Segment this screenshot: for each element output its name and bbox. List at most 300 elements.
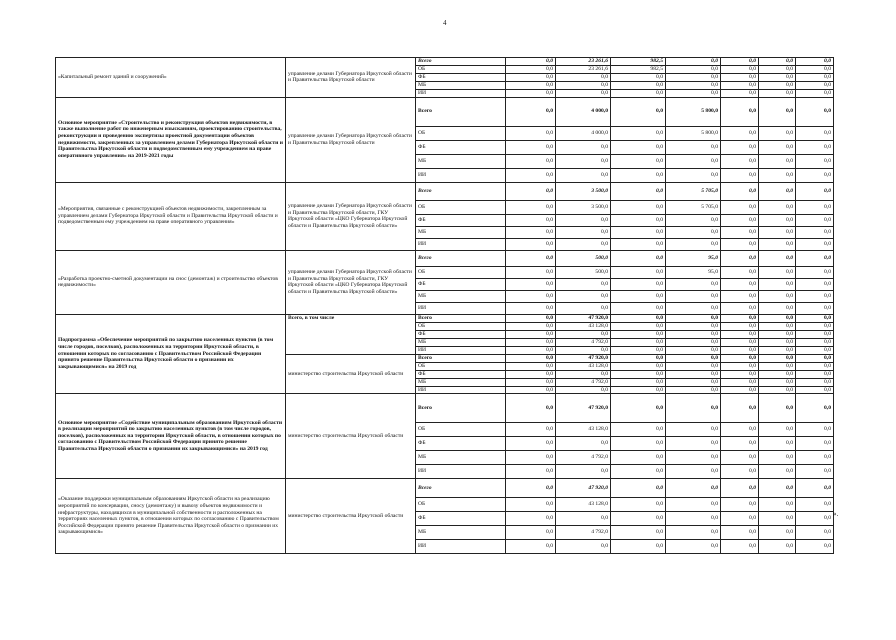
responsible-executor: управление делами Губернатора Иркутской области и Правительства Иркутской области, ГКУ Иркутской области «ЦКО Губернатора Иркутской области и Правительства Иркутской области» — [286, 250, 416, 314]
amount-cell: 0,0 — [611, 451, 666, 465]
funding-source: ИИ — [416, 302, 506, 314]
amount-cell: 0,0 — [556, 330, 611, 338]
funding-source: МБ — [416, 226, 506, 238]
amount-cell: 0,0 — [506, 362, 556, 370]
amount-cell: 0,0 — [611, 394, 666, 423]
amount-cell: 0,0 — [506, 73, 556, 81]
amount-cell: 0,0 — [796, 154, 834, 168]
amount-cell: 0,0 — [556, 386, 611, 394]
responsible-executor: министерство строительства Иркутской области — [286, 354, 416, 394]
amount-cell: 23 261,6 — [556, 58, 611, 66]
amount-cell: 0,0 — [556, 465, 611, 479]
amount-cell: 0,0 — [556, 302, 611, 314]
amount-cell: 0,0 — [611, 370, 666, 378]
amount-cell: 0,0 — [556, 278, 611, 290]
amount-cell: 0,0 — [796, 362, 834, 370]
amount-cell: 0,0 — [759, 89, 796, 97]
amount-cell: 0,0 — [796, 394, 834, 423]
amount-cell: 3 500,0 — [556, 200, 611, 214]
activity-name: «Капитальный ремонт зданий и сооружений» — [56, 58, 286, 98]
funding-source: МБ — [416, 154, 506, 168]
amount-cell: 0,0 — [759, 386, 796, 394]
amount-cell: 47 920,0 — [556, 314, 611, 322]
amount-cell: 23 261,6 — [556, 65, 611, 73]
amount-cell: 0,0 — [666, 394, 721, 423]
funding-source: ФБ — [416, 140, 506, 154]
amount-cell: 0,0 — [611, 89, 666, 97]
amount-cell: 0,0 — [556, 73, 611, 81]
funding-source: Всего — [416, 354, 506, 362]
amount-cell: 5 800,0 — [666, 97, 721, 126]
amount-cell: 0,0 — [796, 200, 834, 214]
amount-cell: 0,0 — [759, 346, 796, 354]
amount-cell: 0,0 — [721, 73, 759, 81]
amount-cell: 0,0 — [666, 65, 721, 73]
amount-cell: 0,0 — [506, 65, 556, 73]
amount-cell: 0,0 — [759, 250, 796, 266]
amount-cell: 0,0 — [506, 540, 556, 554]
amount-cell: 0,0 — [611, 330, 666, 338]
amount-cell: 0,0 — [759, 322, 796, 330]
amount-cell: 0,0 — [611, 168, 666, 182]
amount-cell: 0,0 — [506, 182, 556, 200]
table-row — [56, 58, 834, 66]
funding-source: ИИ — [416, 89, 506, 97]
amount-cell: 0,0 — [611, 526, 666, 540]
amount-cell: 0,0 — [611, 338, 666, 346]
activity-name: Основное мероприятие «Строительство и реконструкция объектов недвижимости, в также выполнение работ по инженерным изысканиям, проектированию строительства, реконструкции и проведению экспертизы проектной документации объектов недвижимости, закрепленных за управлением делами Губернатора Иркутской области и Правительства Иркутской области и подведомственным ему учреждением на праве оперативного управления» на 2019-2021 годы — [56, 97, 286, 182]
funding-source: Всего — [416, 182, 506, 200]
amount-cell: 5 800,0 — [666, 126, 721, 140]
amount-cell: 0,0 — [611, 226, 666, 238]
amount-cell: 0,0 — [611, 540, 666, 554]
amount-cell: 0,0 — [556, 226, 611, 238]
amount-cell: 0,0 — [666, 290, 721, 302]
amount-cell: 0,0 — [759, 278, 796, 290]
responsible-executor: управление делами Губернатора Иркутской области и Правительства Иркутской области, ГКУ Иркутской области «ЦКО Губернатора Иркутской области и Правительства Иркутской области» — [286, 182, 416, 250]
funding-source: МБ — [416, 81, 506, 89]
amount-cell: 0,0 — [506, 168, 556, 182]
program-funding-table — [55, 57, 834, 554]
amount-cell: 0,0 — [721, 302, 759, 314]
amount-cell: 0,0 — [721, 354, 759, 362]
funding-source: МБ — [416, 451, 506, 465]
amount-cell: 0,0 — [721, 370, 759, 378]
amount-cell: 0,0 — [506, 465, 556, 479]
amount-cell: 0,0 — [796, 226, 834, 238]
amount-cell: 0,0 — [721, 322, 759, 330]
amount-cell: 0,0 — [759, 97, 796, 126]
amount-cell: 0,0 — [556, 238, 611, 250]
amount-cell: 0,0 — [796, 214, 834, 226]
amount-cell: 0,0 — [556, 89, 611, 97]
amount-cell: 0,0 — [796, 89, 834, 97]
table-row — [56, 250, 834, 266]
amount-cell: 500,0 — [556, 266, 611, 278]
amount-cell: 0,0 — [759, 214, 796, 226]
amount-cell: 0,0 — [721, 154, 759, 168]
amount-cell: 0,0 — [796, 266, 834, 278]
amount-cell: 0,0 — [759, 338, 796, 346]
amount-cell: 0,0 — [721, 451, 759, 465]
amount-cell: 0,0 — [796, 479, 834, 498]
amount-cell: 0,0 — [759, 479, 796, 498]
amount-cell: 0,0 — [611, 81, 666, 89]
amount-cell: 0,0 — [506, 512, 556, 526]
amount-cell: 0,0 — [611, 278, 666, 290]
amount-cell: 0,0 — [506, 451, 556, 465]
amount-cell: 0,0 — [796, 512, 834, 526]
amount-cell: 0,0 — [556, 290, 611, 302]
amount-cell: 0,0 — [506, 338, 556, 346]
amount-cell: 0,0 — [611, 266, 666, 278]
amount-cell: 0,0 — [666, 302, 721, 314]
funding-source: Всего — [416, 314, 506, 322]
amount-cell: 0,0 — [666, 322, 721, 330]
table-row — [56, 182, 834, 200]
amount-cell: 0,0 — [506, 140, 556, 154]
funding-source: ОБ — [416, 362, 506, 370]
amount-cell: 0,0 — [721, 126, 759, 140]
amount-cell: 0,0 — [796, 498, 834, 512]
amount-cell: 5 705,0 — [666, 182, 721, 200]
amount-cell: 0,0 — [721, 238, 759, 250]
table-row — [56, 479, 834, 498]
amount-cell: 0,0 — [796, 238, 834, 250]
amount-cell: 0,0 — [506, 58, 556, 66]
amount-cell: 0,0 — [556, 214, 611, 226]
amount-cell: 0,0 — [506, 346, 556, 354]
responsible-executor: министерство строительства Иркутской области — [286, 479, 416, 554]
amount-cell: 0,0 — [721, 182, 759, 200]
funding-source: ИИ — [416, 465, 506, 479]
amount-cell: 0,0 — [721, 423, 759, 437]
amount-cell: 0,0 — [506, 394, 556, 423]
amount-cell: 0,0 — [506, 200, 556, 214]
amount-cell: 0,0 — [611, 73, 666, 81]
amount-cell: 0,0 — [611, 126, 666, 140]
amount-cell: 0,0 — [506, 250, 556, 266]
amount-cell: 0,0 — [721, 437, 759, 451]
amount-cell: 0,0 — [796, 322, 834, 330]
amount-cell: 0,0 — [796, 346, 834, 354]
amount-cell: 0,0 — [796, 354, 834, 362]
amount-cell: 0,0 — [611, 423, 666, 437]
amount-cell: 43 128,0 — [556, 322, 611, 330]
amount-cell: 0,0 — [796, 58, 834, 66]
amount-cell: 0,0 — [796, 526, 834, 540]
amount-cell: 0,0 — [759, 423, 796, 437]
amount-cell: 0,0 — [759, 451, 796, 465]
amount-cell: 0,0 — [721, 362, 759, 370]
amount-cell: 0,0 — [506, 290, 556, 302]
amount-cell: 0,0 — [759, 81, 796, 89]
amount-cell: 0,0 — [759, 465, 796, 479]
funding-source: ОБ — [416, 126, 506, 140]
amount-cell: 0,0 — [796, 73, 834, 81]
amount-cell: 0,0 — [666, 512, 721, 526]
funding-source: ФБ — [416, 278, 506, 290]
amount-cell: 0,0 — [721, 89, 759, 97]
amount-cell: 3 500,0 — [556, 182, 611, 200]
table-end-mark: ». — [833, 510, 839, 518]
amount-cell: 0,0 — [721, 168, 759, 182]
amount-cell: 0,0 — [506, 214, 556, 226]
funding-source: ОБ — [416, 423, 506, 437]
amount-cell: 0,0 — [759, 65, 796, 73]
amount-cell: 0,0 — [796, 338, 834, 346]
amount-cell: 0,0 — [556, 346, 611, 354]
amount-cell: 0,0 — [506, 386, 556, 394]
funding-source: МБ — [416, 526, 506, 540]
amount-cell: 0,0 — [611, 140, 666, 154]
amount-cell: 0,0 — [666, 437, 721, 451]
table-row — [56, 394, 834, 423]
amount-cell: 0,0 — [506, 278, 556, 290]
amount-cell: 0,0 — [759, 226, 796, 238]
amount-cell: 0,0 — [506, 238, 556, 250]
amount-cell: 0,0 — [796, 65, 834, 73]
amount-cell: 0,0 — [796, 250, 834, 266]
amount-cell: 0,0 — [796, 126, 834, 140]
amount-cell: 0,0 — [759, 58, 796, 66]
amount-cell: 0,0 — [721, 290, 759, 302]
amount-cell: 0,0 — [506, 97, 556, 126]
amount-cell: 0,0 — [796, 290, 834, 302]
amount-cell: 0,0 — [796, 140, 834, 154]
amount-cell: 0,0 — [796, 302, 834, 314]
activity-name: Основное мероприятие «Содействие муниципальным образованиям Иркутской области в реализации мероприятий по закрытию населенных пунктов (в том числе городов, поселков), расположенных на территории Иркутской области, в отношении которых по согласованию с Правительством Российской Федерации принято решение Правительства Иркутской области о признании их закрывающимися» на 2019 год — [56, 394, 286, 479]
amount-cell: 0,0 — [506, 302, 556, 314]
amount-cell: 0,0 — [666, 498, 721, 512]
amount-cell: 0,0 — [556, 370, 611, 378]
funding-source: ФБ — [416, 73, 506, 81]
amount-cell: 0,0 — [666, 451, 721, 465]
amount-cell: 0,0 — [611, 200, 666, 214]
amount-cell: 0,0 — [796, 386, 834, 394]
amount-cell: 0,0 — [759, 140, 796, 154]
activity-name: «Разработка проектно-сметной документации на снос (демонтаж) и строительство объектов недвижимости» — [56, 250, 286, 314]
amount-cell: 0,0 — [611, 97, 666, 126]
amount-cell: 0,0 — [611, 512, 666, 526]
amount-cell: 0,0 — [721, 200, 759, 214]
page-number: 4 — [443, 19, 447, 27]
amount-cell: 0,0 — [796, 314, 834, 322]
amount-cell: 95,0 — [666, 266, 721, 278]
amount-cell: 0,0 — [721, 526, 759, 540]
amount-cell: 0,0 — [721, 314, 759, 322]
amount-cell: 0,0 — [666, 479, 721, 498]
amount-cell: 0,0 — [506, 354, 556, 362]
amount-cell: 0,0 — [611, 154, 666, 168]
amount-cell: 0,0 — [556, 437, 611, 451]
amount-cell: 0,0 — [721, 250, 759, 266]
amount-cell: 0,0 — [666, 238, 721, 250]
funding-source: ОБ — [416, 498, 506, 512]
amount-cell: 0,0 — [506, 322, 556, 330]
amount-cell: 0,0 — [506, 81, 556, 89]
amount-cell: 0,0 — [611, 354, 666, 362]
amount-cell: 0,0 — [721, 346, 759, 354]
funding-source: ОБ — [416, 266, 506, 278]
amount-cell: 0,0 — [721, 330, 759, 338]
amount-cell: 0,0 — [796, 540, 834, 554]
amount-cell: 0,0 — [759, 266, 796, 278]
amount-cell: 0,0 — [666, 314, 721, 322]
funding-source: Всего — [416, 97, 506, 126]
table-row — [56, 314, 834, 322]
amount-cell: 0,0 — [759, 168, 796, 182]
amount-cell: 0,0 — [759, 540, 796, 554]
amount-cell: 0,0 — [721, 338, 759, 346]
amount-cell: 0,0 — [611, 362, 666, 370]
funding-source: ИИ — [416, 168, 506, 182]
funding-source: ФБ — [416, 437, 506, 451]
amount-cell: 0,0 — [611, 465, 666, 479]
amount-cell: 0,0 — [796, 330, 834, 338]
amount-cell: 0,0 — [759, 354, 796, 362]
activity-name: Подпрограмма «Обеспечение мероприятий по закрытию населенных пунктов (в том числе городов, поселков), расположенных на территории Иркутской области, в отношении которых по согласованию с Правительством Российской Федерации принято решение Правительства Иркутской области о признании их закрывающимися» на 2019 год — [56, 314, 286, 394]
funding-source: ОБ — [416, 322, 506, 330]
amount-cell: 0,0 — [796, 182, 834, 200]
amount-cell: 0,0 — [796, 81, 834, 89]
amount-cell: 0,0 — [666, 386, 721, 394]
amount-cell: 0,0 — [759, 362, 796, 370]
amount-cell: 0,0 — [666, 378, 721, 386]
amount-cell: 0,0 — [556, 140, 611, 154]
amount-cell: 0,0 — [611, 314, 666, 322]
amount-cell: 4 000,0 — [556, 126, 611, 140]
funding-source: МБ — [416, 378, 506, 386]
amount-cell: 0,0 — [666, 362, 721, 370]
amount-cell: 0,0 — [666, 154, 721, 168]
responsible-executor: управление делами Губернатора Иркутской области и Правительства Иркутской области — [286, 97, 416, 182]
amount-cell: 0,0 — [611, 322, 666, 330]
amount-cell: 0,0 — [721, 386, 759, 394]
activity-name: «Оказание поддержки муниципальным образованиям Иркутской области на реализацию мероприятий по консервации, сносу (демонтажу) и вывозу объектов недвижимости и инфраструктуры, находящихся в муниципальной собственности и расположенных на территориях населенных пунктов, в отношении которых по согласованию с Правительством Российской Федерации принято решение Правительства Иркутской области о признании их закрывающимися» — [56, 479, 286, 554]
amount-cell: 0,0 — [759, 302, 796, 314]
table-row — [56, 97, 834, 126]
amount-cell: 0,0 — [611, 498, 666, 512]
amount-cell: 982,5 — [611, 58, 666, 66]
amount-cell: 0,0 — [796, 278, 834, 290]
amount-cell: 0,0 — [759, 200, 796, 214]
amount-cell: 0,0 — [721, 465, 759, 479]
amount-cell: 0,0 — [759, 394, 796, 423]
amount-cell: 0,0 — [506, 266, 556, 278]
responsible-executor: министерство строительства Иркутской области — [286, 394, 416, 479]
funding-source: Всего — [416, 250, 506, 266]
amount-cell: 0,0 — [796, 451, 834, 465]
amount-cell: 0,0 — [556, 512, 611, 526]
amount-cell: 0,0 — [721, 540, 759, 554]
amount-cell: 47 920,0 — [556, 394, 611, 423]
amount-cell: 0,0 — [759, 370, 796, 378]
amount-cell: 0,0 — [611, 290, 666, 302]
amount-cell: 982,5 — [611, 65, 666, 73]
amount-cell: 5 705,0 — [666, 200, 721, 214]
amount-cell: 47 920,0 — [556, 354, 611, 362]
amount-cell: 0,0 — [759, 526, 796, 540]
funding-source: ФБ — [416, 214, 506, 226]
amount-cell: 0,0 — [506, 154, 556, 168]
amount-cell: 0,0 — [759, 512, 796, 526]
amount-cell: 4 792,0 — [556, 451, 611, 465]
amount-cell: 0,0 — [506, 498, 556, 512]
funding-source: ИИ — [416, 386, 506, 394]
amount-cell: 0,0 — [721, 278, 759, 290]
amount-cell: 0,0 — [796, 437, 834, 451]
responsible-executor: управление делами Губернатора Иркутской области и Правительства Иркутской области — [286, 58, 416, 98]
amount-cell: 0,0 — [721, 81, 759, 89]
amount-cell: 0,0 — [796, 465, 834, 479]
amount-cell: 0,0 — [556, 540, 611, 554]
amount-cell: 0,0 — [721, 140, 759, 154]
amount-cell: 0,0 — [556, 81, 611, 89]
amount-cell: 0,0 — [796, 97, 834, 126]
amount-cell: 0,0 — [796, 370, 834, 378]
amount-cell: 0,0 — [721, 479, 759, 498]
amount-cell: 0,0 — [759, 498, 796, 512]
amount-cell: 0,0 — [759, 154, 796, 168]
amount-cell: 0,0 — [721, 65, 759, 73]
amount-cell: 0,0 — [721, 266, 759, 278]
amount-cell: 0,0 — [721, 226, 759, 238]
amount-cell: 0,0 — [666, 81, 721, 89]
amount-cell: 0,0 — [666, 278, 721, 290]
amount-cell: 0,0 — [721, 97, 759, 126]
amount-cell: 0,0 — [666, 330, 721, 338]
amount-cell: 0,0 — [611, 479, 666, 498]
amount-cell: 0,0 — [611, 182, 666, 200]
activity-name: «Мероприятия, связанные с реконструкцией объектов недвижимости, закрепленным за управлением делами Губернатора Иркутской области и Правительства Иркутской области и подведомственным ему учреждением на праве оперативного управления» — [56, 182, 286, 250]
funding-source: Всего — [416, 58, 506, 66]
funding-source: МБ — [416, 338, 506, 346]
amount-cell: 0,0 — [666, 58, 721, 66]
funding-source: ИИ — [416, 346, 506, 354]
amount-cell: 0,0 — [759, 73, 796, 81]
funding-source: МБ — [416, 290, 506, 302]
amount-cell: 0,0 — [556, 168, 611, 182]
amount-cell: 0,0 — [666, 354, 721, 362]
amount-cell: 0,0 — [611, 302, 666, 314]
amount-cell: 0,0 — [759, 330, 796, 338]
amount-cell: 4 792,0 — [556, 338, 611, 346]
amount-cell: 0,0 — [611, 238, 666, 250]
amount-cell: 0,0 — [759, 314, 796, 322]
amount-cell: 0,0 — [611, 437, 666, 451]
amount-cell: 0,0 — [666, 214, 721, 226]
amount-cell: 0,0 — [611, 386, 666, 394]
amount-cell: 0,0 — [721, 378, 759, 386]
amount-cell: 0,0 — [611, 214, 666, 226]
amount-cell: 0,0 — [666, 370, 721, 378]
amount-cell: 0,0 — [721, 512, 759, 526]
amount-cell: 4 000,0 — [556, 97, 611, 126]
amount-cell: 43 128,0 — [556, 498, 611, 512]
funding-source: Всего — [416, 394, 506, 423]
amount-cell: 0,0 — [506, 526, 556, 540]
amount-cell: 4 792,0 — [556, 378, 611, 386]
funding-source: ФБ — [416, 330, 506, 338]
amount-cell: 0,0 — [506, 437, 556, 451]
amount-cell: 0,0 — [721, 394, 759, 423]
amount-cell: 0,0 — [796, 168, 834, 182]
amount-cell: 0,0 — [759, 378, 796, 386]
funding-source: ФБ — [416, 370, 506, 378]
funding-source: Всего — [416, 479, 506, 498]
amount-cell: 0,0 — [666, 168, 721, 182]
